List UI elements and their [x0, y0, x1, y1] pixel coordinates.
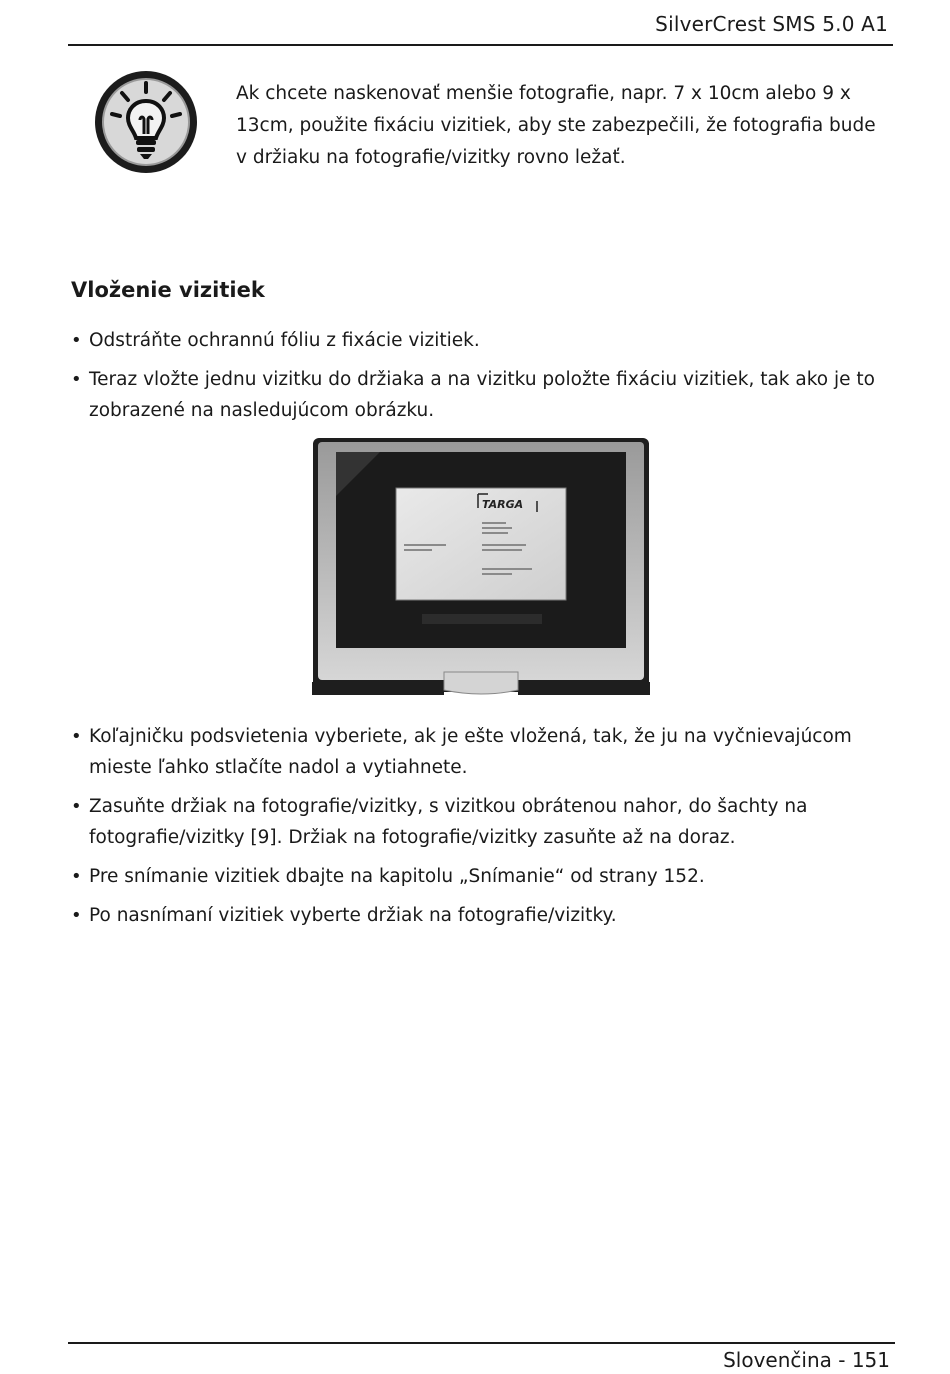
bullet-list-before-image: [71, 325, 893, 434]
footer-rule: [68, 1342, 895, 1344]
bullet-list-after-image: [71, 721, 893, 939]
list-item: • Zasuňte držiak na fotografie/vizitky, s vizitkou obrátenou nahor, do šachty na fotografie/vizitky [9]. Držiak na fotografie/vizitky zasuňte až na doraz.: [71, 791, 893, 853]
list-item: • Po nasnímaní vizitiek vyberte držiak na fotografie/vizitky.: [71, 900, 893, 931]
page-header-title: SilverCrest SMS 5.0 A1: [655, 12, 888, 36]
list-item: • Odstráňte ochrannú fóliu z fixácie vizitiek.: [71, 325, 893, 356]
card-logo-text: TARGA: [482, 498, 524, 511]
lightbulb-icon: [92, 68, 200, 176]
header-rule: [68, 44, 893, 46]
footer-page-label: Slovenčina - 151: [723, 1348, 890, 1372]
list-item: • Teraz vložte jednu vizitku do držiaka a na vizitku položte fixáciu vizitiek, tak ako je to zobrazené na nasledujúcom obrázku.: [71, 364, 893, 426]
list-item: • Pre snímanie vizitiek dbajte na kapitolu „Snímanie“ od strany 152.: [71, 861, 893, 892]
card-holder-photo: [312, 436, 650, 695]
section-heading: Vloženie vizitiek: [71, 278, 265, 302]
tip-text: Ak chcete naskenovať menšie fotografie, napr. 7 x 10cm alebo 9 x 13cm, použite fixáciu vizitiek, aby ste zabezpečili, že fotografia bude v držiaku na fotografie/vizitky rovno ležať.: [236, 83, 876, 168]
list-item: • Koľajničku podsvietenia vyberiete, ak je ešte vložená, tak, že ju na vyčnievajúcom mieste ľahko stlačíte nadol a vytiahnete.: [71, 721, 893, 783]
